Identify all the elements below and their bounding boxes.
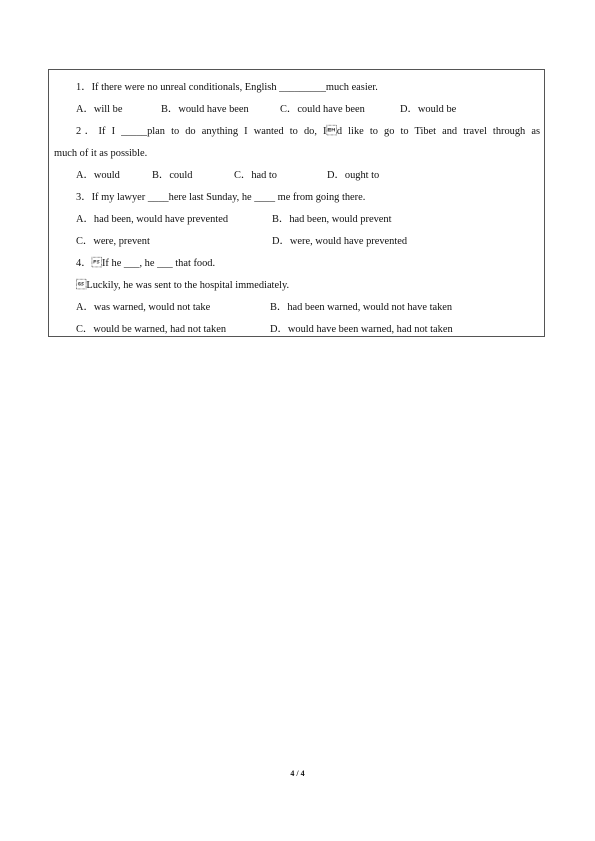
question-4-option-d: D．would have been warned, had not taken	[270, 324, 453, 335]
question-2-option-a: A．would	[76, 170, 120, 181]
question-2-option-c: C．had to	[234, 170, 278, 181]
question-3-option-a: A．had been, would have prevented	[76, 214, 229, 225]
question-2-stem-line1: 2．If I _____plan to do anything I wanted to do, Id like to go to Tibet and travel through as	[76, 126, 540, 137]
question-4-option-a: A．was warned, would not take	[76, 302, 211, 313]
question-4-options-row1	[49, 301, 544, 314]
question-1-option-a: A．will be	[76, 104, 123, 115]
question-3-options-row2	[49, 235, 544, 248]
question-1-option-b: B．would have been	[161, 104, 249, 115]
question-3-option-c: C．were, prevent	[76, 236, 150, 247]
page-number: 4 / 4	[290, 769, 305, 778]
question-4-stem-line1: 4． If he ___, he ___ that food.	[76, 258, 216, 269]
question-2-option-b: B．could	[152, 170, 193, 181]
question-1-options	[49, 103, 544, 116]
question-3-options-row1	[49, 213, 544, 226]
question-1-option-d: D．would be	[400, 104, 457, 115]
question-4-option-c: C．would be warned, had not taken	[76, 324, 227, 335]
question-1-option-c: C．could have been	[280, 104, 365, 115]
question-4-option-b: B．had been warned, would not have taken	[270, 302, 453, 313]
question-2-option-d: D．ought to	[327, 170, 380, 181]
question-2-stem-line2: much of it as possible.	[54, 148, 148, 159]
question-3-option-b: B．had been, would prevent	[272, 214, 392, 225]
question-box	[48, 69, 545, 337]
question-3-option-d: D．were, would have prevented	[272, 236, 408, 247]
question-1-stem: 1．If there were no unreal conditionals, English _________much easier.	[76, 82, 378, 93]
question-4-options-row2	[49, 323, 544, 336]
question-3-stem: 3．If my lawyer ____here last Sunday, he ____ me from going there.	[76, 192, 366, 203]
question-2-options	[49, 169, 544, 182]
question-4-stem-line2: Luckily, he was sent to the hospital immediately.	[76, 280, 290, 291]
